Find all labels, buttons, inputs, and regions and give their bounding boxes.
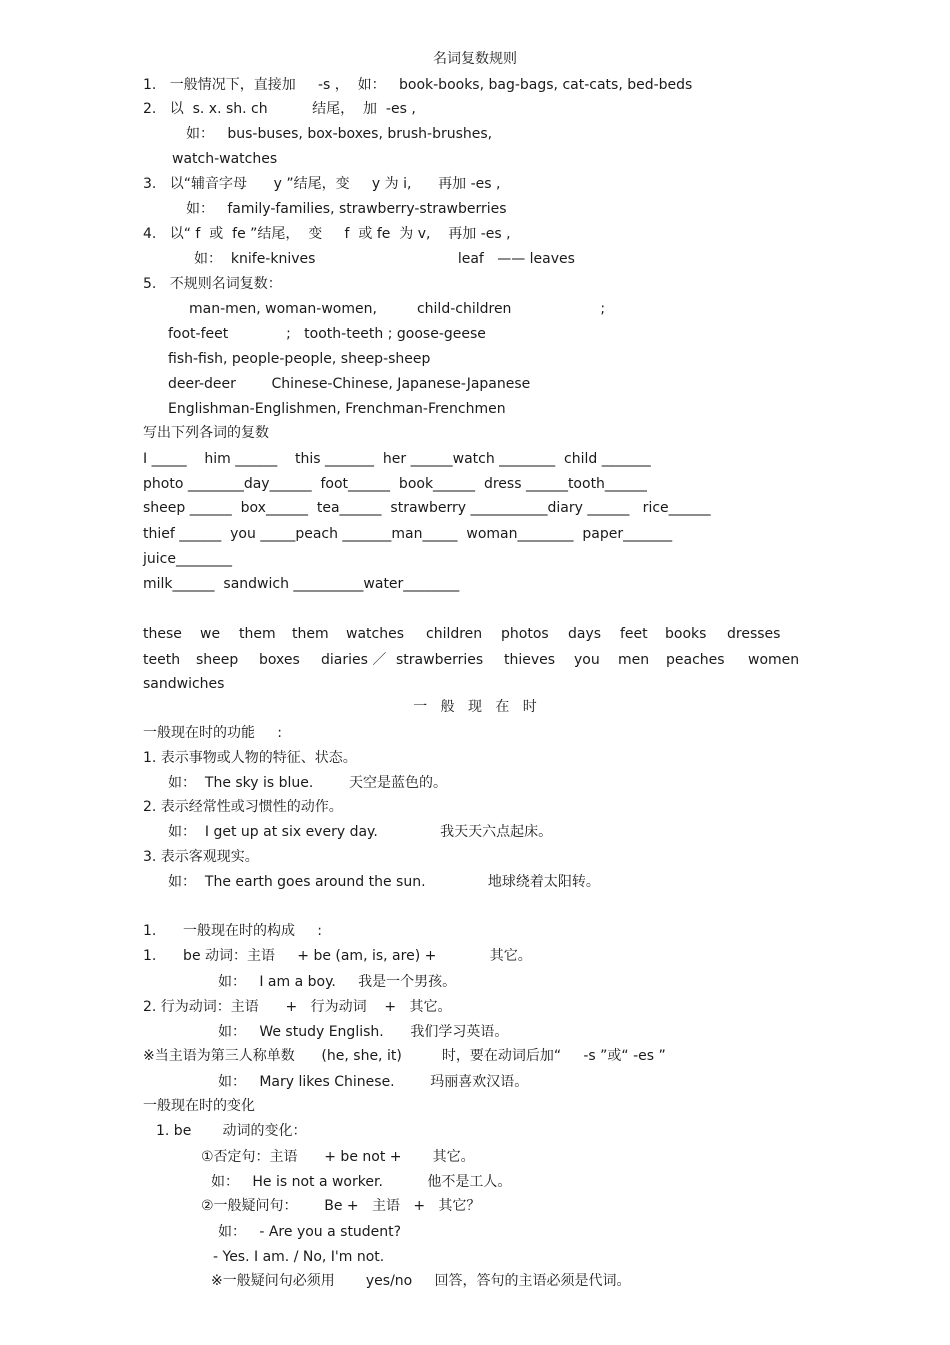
- exercise-line: photo ________day______ foot______ book______ dress ______tooth______: [143, 476, 647, 492]
- answer-word: boxes: [259, 652, 300, 668]
- grammar-example: 如： He is not a worker. 他不是工人。: [211, 1174, 512, 1190]
- grammar-example: 如： The sky is blue. 天空是蓝色的。: [168, 775, 447, 791]
- section-title-simple-present: 一 般 现 在 时: [413, 699, 537, 715]
- exercise-line: juice________: [143, 551, 232, 567]
- exercise-line: milk______ sandwich __________water________: [143, 576, 460, 592]
- answer-word: men: [618, 652, 650, 668]
- answer-word: watches: [346, 626, 404, 642]
- grammar-example: 如： We study English. 我们学习英语。: [218, 1024, 509, 1040]
- rule-line: 2. 以 s. x. sh. ch 结尾， 加 -es ,: [143, 101, 416, 117]
- answer-word: teeth: [143, 652, 181, 668]
- section-title-plural-rules: 名词复数规则: [433, 51, 517, 67]
- answer-word: these: [143, 626, 182, 642]
- answer-word: photos: [501, 626, 549, 642]
- grammar-line: 2. 表示经常性或习惯性的动作。: [143, 799, 343, 815]
- rule-line: 5. 不规则名词复数：: [143, 276, 282, 292]
- rule-example: watch-watches: [172, 151, 278, 167]
- grammar-note: ※一般疑问句必须用 yes/no 回答，答句的主语必须是代词。: [211, 1273, 631, 1289]
- irregular-line: deer-deer Chinese-Chinese, Japanese-Japanese: [168, 376, 531, 392]
- answer-word: days: [568, 626, 602, 642]
- rule-example: 如： bus-buses, box-boxes, brush-brushes,: [186, 126, 493, 142]
- rule-line: 4. 以“ f 或 fe ”结尾， 变 f 或 fe 为 v, 再加 -es ,: [143, 226, 511, 242]
- answer-word: them: [239, 626, 276, 642]
- grammar-example: 如： - Are you a student?: [218, 1224, 402, 1240]
- grammar-line: 2. 行为动词：主语 + 行为动词 + 其它。: [143, 999, 452, 1015]
- exercise-line: thief ______ you _____peach _______man_____ woman________ paper_______: [143, 526, 673, 542]
- grammar-example: 如： Mary likes Chinese. 玛丽喜欢汉语。: [218, 1074, 529, 1090]
- answer-word: dresses: [727, 626, 781, 642]
- irregular-line: fish-fish, people-people, sheep-sheep: [168, 351, 431, 367]
- answer-word: you: [574, 652, 600, 668]
- rule-line: 1. 一般情况下，直接加 -s ， 如： book-books, bag-bags, cat-cats, bed-beds: [143, 77, 693, 93]
- grammar-example: 如： I am a boy. 我是一个男孩。: [218, 974, 457, 990]
- irregular-line: foot-feet ; tooth-teeth ; goose-geese: [168, 326, 486, 342]
- answer-word: them: [292, 626, 329, 642]
- grammar-line: 一般现在时的变化: [143, 1098, 255, 1114]
- grammar-line: ②一般疑问句： Be + 主语 + 其它？: [201, 1198, 481, 1214]
- answer-word: children: [426, 626, 483, 642]
- answer-word: sheep: [196, 652, 239, 668]
- grammar-example: 如： The earth goes around the sun. 地球绕着太阳转。: [168, 874, 600, 890]
- rule-example: 如： knife-knives leaf —— leaves: [194, 251, 575, 267]
- grammar-line: ①否定句：主语 + be not + 其它。: [201, 1149, 475, 1165]
- rule-example: 如： family-families, strawberry-strawberries: [186, 201, 507, 217]
- answer-word: diaries ／: [321, 652, 387, 668]
- answer-word: strawberries: [396, 652, 484, 668]
- answer-word: thieves: [504, 652, 556, 668]
- grammar-example: 如： I get up at six every day. 我天天六点起床。: [168, 824, 553, 840]
- exercise-heading: 写出下列各词的复数: [143, 425, 269, 441]
- grammar-line: 1. be 动词的变化：: [156, 1123, 307, 1139]
- answer-word: women: [748, 652, 800, 668]
- grammar-line: 1. 表示事物或人物的特征、状态。: [143, 750, 357, 766]
- answer-word: we: [200, 626, 221, 642]
- answer-word: feet: [620, 626, 648, 642]
- answer-word: books: [665, 626, 707, 642]
- grammar-line: 一般现在时的功能 :: [143, 725, 282, 741]
- exercise-line: sheep ______ box______ tea______ strawberry ___________diary ______ rice______: [143, 500, 711, 516]
- grammar-note: ※当主语为第三人称单数 (he, she, it) 时，要在动词后加“ -s ”或“ -es ”: [143, 1048, 666, 1064]
- grammar-line: 1. 一般现在时的构成 :: [143, 923, 323, 939]
- exercise-line: I _____ him ______ this _______ her ______watch ________ child _______: [143, 451, 651, 467]
- grammar-example: - Yes. I am. / No, I'm not.: [213, 1249, 385, 1265]
- answer-word: peaches: [666, 652, 725, 668]
- rule-line: 3. 以“辅音字母 y ”结尾，变 y 为 i, 再加 -es ,: [143, 176, 501, 192]
- irregular-line: Englishman-Englishmen, Frenchman-Frenchmen: [168, 401, 506, 417]
- grammar-line: 3. 表示客观现实。: [143, 849, 259, 865]
- irregular-line: man-men, woman-women, child-children ;: [189, 301, 606, 317]
- answer-word: sandwiches: [143, 676, 225, 692]
- grammar-line: 1. be 动词：主语 + be (am, is, are) + 其它。: [143, 948, 532, 964]
